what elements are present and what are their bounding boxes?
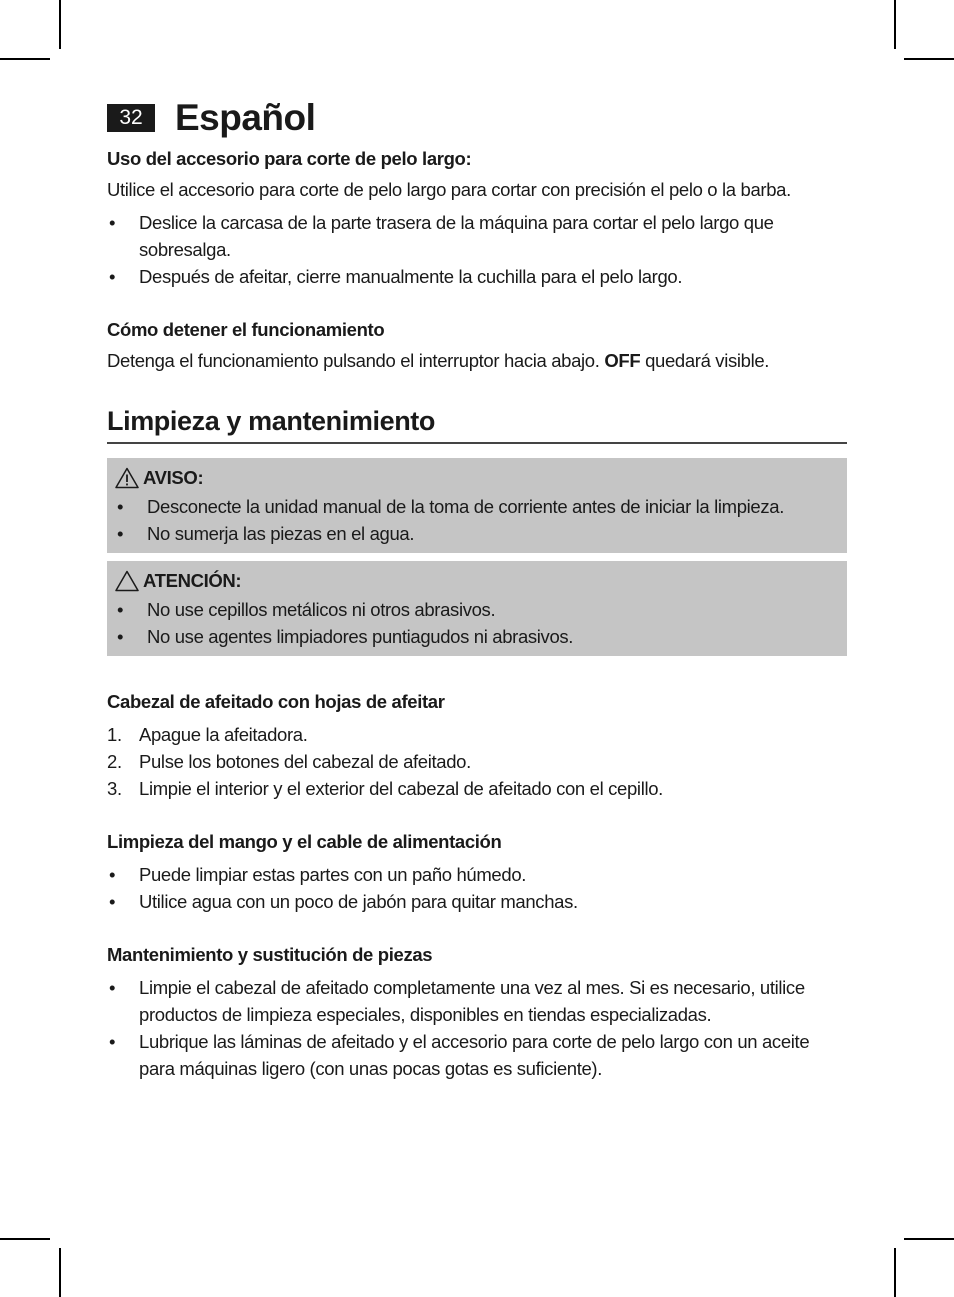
atencion-header (115, 567, 837, 594)
step-text: Limpie el interior y el exterior del cabezal de afeitado con el cepillo. (139, 778, 663, 799)
list-item: • No sumerja las piezas en el agua. (115, 520, 837, 547)
step-number: 3. (107, 778, 122, 799)
maintenance-list (107, 974, 847, 1082)
crop-mark (904, 1238, 954, 1240)
list-item: • Puede limpiar estas partes con un paño húmedo. (107, 861, 847, 888)
list-item (107, 775, 847, 802)
stop-text-part: Detenga el funcionamiento pulsando el interruptor hacia abajo. (107, 350, 605, 371)
aviso-list (115, 493, 837, 547)
page-header (107, 96, 315, 140)
step-text: Apague la afeitadora. (139, 724, 308, 745)
list-item: • Lubrique las láminas de afeitado y el accesorio para corte de pelo largo con un aceite para máquinas ligero (con unas pocas gotas es suficiente). (107, 1028, 847, 1082)
step-text: Pulse los botones del cabezal de afeitado. (139, 751, 471, 772)
page-content (107, 145, 847, 1082)
step-number: 2. (107, 751, 122, 772)
warning-icon (115, 467, 139, 489)
crop-mark (894, 1248, 896, 1297)
atencion-label: ATENCIÓN: (143, 570, 242, 591)
stop-text (107, 347, 847, 374)
stop-heading: Cómo detener el funcionamiento (107, 319, 385, 340)
stop-text-part: quedará visible. (640, 350, 770, 371)
list-item: • Desconecte la unidad manual de la toma de corriente antes de iniciar la limpieza. (115, 493, 837, 520)
crop-mark (0, 1238, 50, 1240)
list-item: • Después de afeitar, cierre manualmente la cuchilla para el pelo largo. (107, 263, 847, 290)
crop-mark (59, 1248, 61, 1297)
off-label: OFF (604, 350, 641, 371)
handle-list (107, 861, 847, 915)
crop-mark (0, 58, 50, 60)
list-item (107, 721, 847, 748)
list-item: • Limpie el cabezal de afeitado completamente una vez al mes. Si es necesario, utilice productos de limpieza especiales, disponibles en tiendas especializadas. (107, 974, 847, 1028)
aviso-label: AVISO: (143, 467, 204, 488)
crop-mark (894, 0, 896, 49)
language-title: Español (175, 97, 316, 138)
cleaning-title: Limpieza y mantenimiento (107, 404, 847, 444)
long-hair-intro: Utilice el accesorio para corte de pelo largo para cortar con precisión el pelo o la barba. (107, 179, 791, 200)
list-item: • No use agentes limpiadores puntiagudos ni abrasivos. (115, 623, 837, 650)
long-hair-list (107, 209, 847, 290)
page-number: 32 (107, 104, 155, 132)
list-item: • Utilice agua con un poco de jabón para quitar manchas. (107, 888, 847, 915)
list-item (107, 748, 847, 775)
atencion-box (107, 561, 847, 656)
aviso-header (115, 464, 837, 491)
maintenance-heading: Mantenimiento y sustitución de piezas (107, 944, 433, 965)
handle-heading: Limpieza del mango y el cable de alimentación (107, 831, 502, 852)
caution-icon (115, 570, 139, 592)
list-item: • No use cepillos metálicos ni otros abrasivos. (115, 596, 837, 623)
long-hair-heading: Uso del accesorio para corte de pelo largo: (107, 148, 472, 169)
step-number: 1. (107, 724, 122, 745)
crop-mark (904, 58, 954, 60)
list-item: • Deslice la carcasa de la parte trasera de la máquina para cortar el pelo largo que sobresalga. (107, 209, 847, 263)
shaving-head-heading: Cabezal de afeitado con hojas de afeitar (107, 691, 445, 712)
shaving-head-steps (107, 721, 847, 802)
aviso-box (107, 458, 847, 553)
atencion-list (115, 596, 837, 650)
crop-mark (59, 0, 61, 49)
